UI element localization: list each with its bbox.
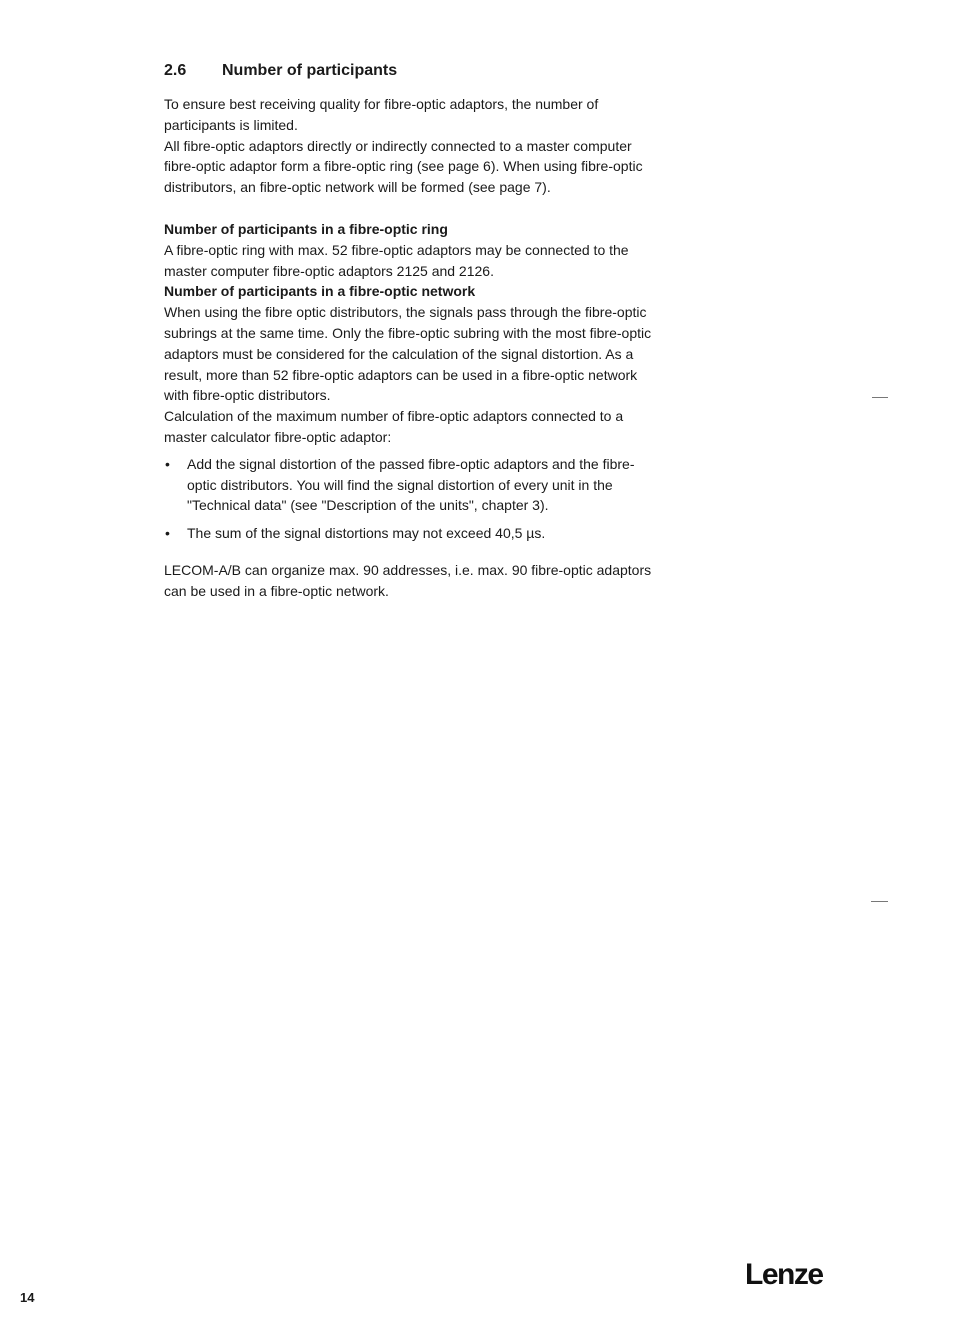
- section-heading: [164, 62, 654, 80]
- scan-mark: [871, 901, 888, 902]
- final-paragraph: LECOM-A/B can organize max. 90 addresses, i.e. max. 90 fibre-optic adaptors can be used in a fibre-optic network.: [164, 561, 652, 599]
- lenze-logo: Lenze: [745, 1258, 823, 1291]
- bullet-icon: •: [165, 525, 170, 542]
- ring-heading: Number of participants in a fibre-optic ring: [164, 220, 448, 237]
- network-heading: Number of participants in a fibre-optic network: [164, 283, 476, 300]
- list-item: [164, 454, 654, 516]
- list-item-text: Add the signal distortion of the passed fibre-optic adaptors and the fibre-optic distributors. You will find the signal distortion of every unit in the "Technical data" (see "Description of the units", chapter 3).: [187, 455, 635, 514]
- bullet-list: [164, 454, 654, 544]
- intro-paragraph-1: To ensure best receiving quality for fibre-optic adaptors, the number of participants is limited.: [164, 96, 599, 133]
- scan-mark: [872, 397, 888, 398]
- network-paragraph-1: When using the fibre optic distributors, the signals pass through the fibre-optic subrings at the same time. Only the fibre-optic subring with the most fibre-optic adaptors must be considered for the calculation of the signal distortion. As a result, more than 52 fibre-optic adaptors can be used in a fibre-optic network with fibre-optic distributors.: [164, 304, 652, 404]
- section-title: Number of participants: [222, 62, 398, 79]
- page-number: 14: [20, 1290, 35, 1305]
- section-number: 2.6: [164, 62, 187, 79]
- intro-paragraph-2: All fibre-optic adaptors directly or indirectly connected to a master computer fibre-optic adaptor form a fibre-optic ring (see page 6). When using fibre-optic distributors, an fibre-optic network will be formed (see page 7).: [164, 137, 643, 196]
- ring-paragraph: A fibre-optic ring with max. 52 fibre-optic adaptors may be connected to the master computer fibre-optic adaptors 2125 and 2126.: [164, 241, 629, 279]
- bullet-icon: •: [165, 455, 170, 472]
- list-item: [164, 523, 654, 544]
- network-paragraph-2: Calculation of the maximum number of fibre-optic adaptors connected to a master calculator fibre-optic adaptor:: [164, 408, 624, 445]
- list-item-text: The sum of the signal distortions may not exceed 40,5 µs.: [187, 525, 546, 542]
- main-content: [164, 62, 654, 602]
